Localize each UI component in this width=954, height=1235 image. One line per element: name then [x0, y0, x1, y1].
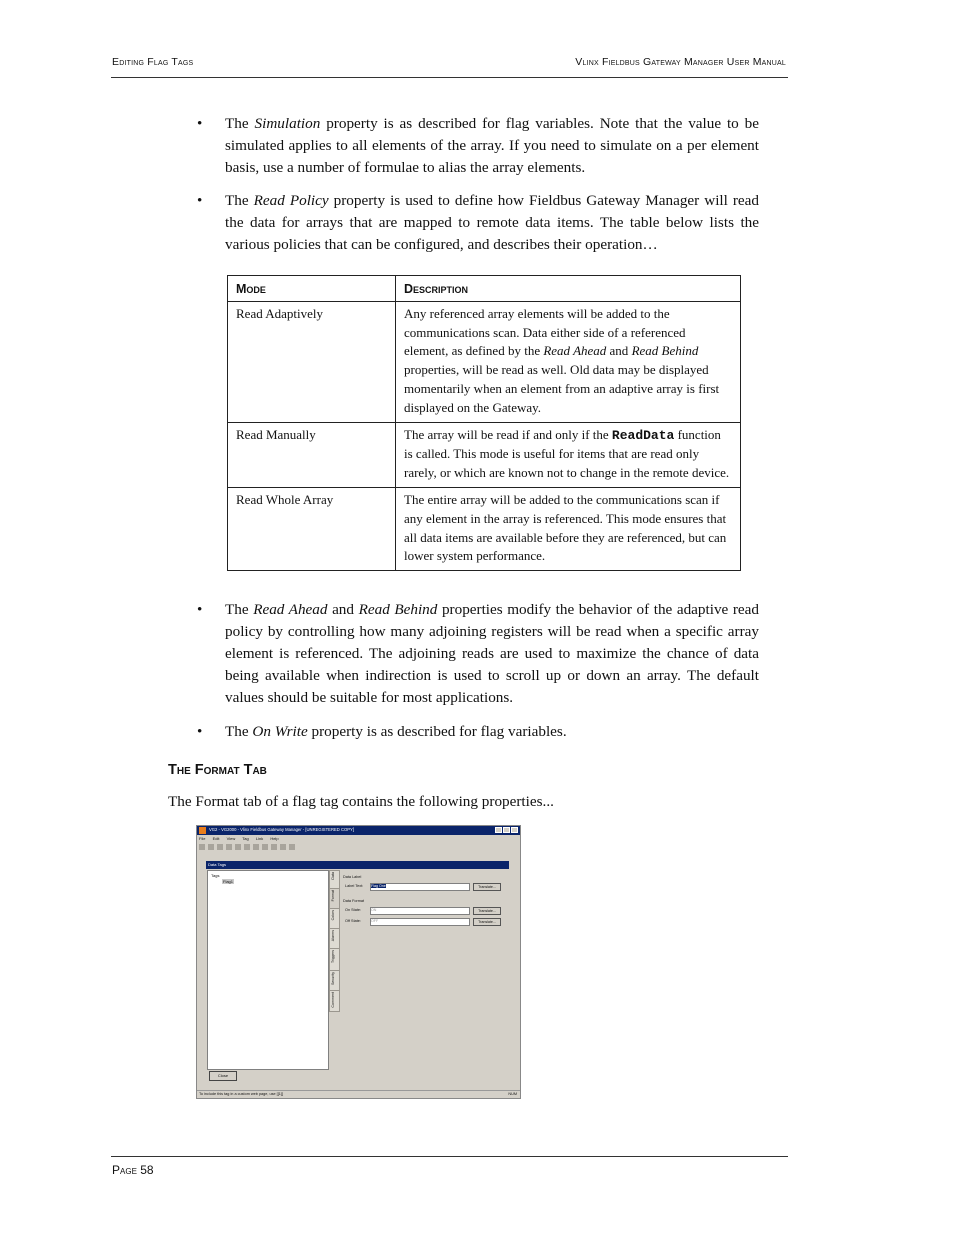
section-heading: The Format Tab — [168, 762, 267, 778]
mode-cell: Read Manually — [228, 422, 396, 487]
open-icon[interactable] — [208, 844, 214, 850]
num-lock-indicator: NUM — [508, 1092, 517, 1096]
read-policy-table — [227, 275, 741, 571]
tab-triggers[interactable]: Triggers — [329, 948, 340, 972]
table-header-row — [228, 276, 741, 302]
save-icon[interactable] — [217, 844, 223, 850]
off-state-label: Off State: — [345, 919, 361, 923]
maximize-icon[interactable] — [503, 827, 510, 833]
translate-button[interactable]: Translate... — [473, 918, 501, 926]
cut-icon[interactable] — [235, 844, 241, 850]
bullet-dot: • — [197, 601, 203, 618]
window-controls[interactable] — [494, 827, 518, 834]
data-format-group: Data Format — [343, 899, 365, 903]
undo-icon[interactable] — [262, 844, 268, 850]
menu-tag[interactable]: Tag — [242, 836, 249, 841]
back-icon[interactable] — [271, 844, 277, 850]
header-rule — [111, 77, 788, 78]
bullet-dot: • — [197, 192, 203, 209]
bullet-simulation: • The Simulation property is as described for flag variables. Note that the value to be simulated applies to all elements of the array. If you need to simulate on a per element basis, use a number of formulae to alias the array elements. — [197, 115, 759, 176]
mode-column-header: Mode — [228, 276, 396, 302]
new-icon[interactable] — [199, 844, 205, 850]
menu-file[interactable]: File — [199, 836, 206, 841]
data-tags-pane-title: Data Tags — [206, 861, 509, 869]
menu-view[interactable]: View — [226, 836, 236, 841]
bullet-read-policy: • The Read Policy property is used to define how Fieldbus Gateway Manager will read the data for arrays that are mapped to remote data items. The table below lists the various policies that can be configured, and describes their operation… — [197, 192, 759, 253]
description-cell: Any referenced array elements will be added to the communications scan. Data either side of a referenced element, as defined by the Read Ahead and Read Behind properties, will be read as well. Old data may be displayed momentarily when an element from an adaptive array is first displayed on the Gateway. — [396, 301, 741, 422]
close-icon[interactable] — [511, 827, 518, 833]
table-row — [228, 301, 741, 422]
close-button[interactable]: Close — [209, 1071, 237, 1081]
edit-icon[interactable] — [226, 844, 232, 850]
description-cell: The entire array will be added to the communications scan if any element in the array is referenced. This mode ensures that all data items are available before they are referenced, but can lower system performance. — [396, 487, 741, 570]
property-tabs — [329, 870, 339, 1010]
translate-button[interactable]: Translate... — [473, 907, 501, 915]
tag-tree[interactable] — [207, 870, 329, 1070]
paste-icon[interactable] — [253, 844, 259, 850]
data-label-group: Data Label — [343, 875, 362, 879]
menu-edit[interactable]: Edit — [212, 836, 220, 841]
table-row — [228, 422, 741, 487]
format-tab-screenshot — [196, 825, 521, 1099]
tab-security[interactable]: Security — [329, 970, 340, 992]
table-row — [228, 487, 741, 570]
tab-colors[interactable]: Colors — [329, 908, 340, 930]
status-bar — [197, 1090, 520, 1099]
minimize-icon[interactable] — [495, 827, 502, 833]
window-title: VG2 - VG2000 - Vlinx Fieldbus Gateway Manager - [UNREGISTERED COPY] — [209, 827, 354, 832]
status-text: To include this tag in a custom web page, use [[1]] — [199, 1092, 284, 1096]
intro-paragraph: The Format tab of a flag tag contains the following properties... — [168, 793, 554, 810]
menu-bar — [199, 836, 285, 842]
send-icon[interactable] — [289, 844, 295, 850]
bullet-dot: • — [197, 115, 203, 132]
toolbar — [199, 844, 517, 852]
tree-flag-node[interactable]: Flag1 — [223, 879, 234, 884]
format-properties — [339, 870, 509, 1068]
copy-icon[interactable] — [244, 844, 250, 850]
bullet-dot: • — [197, 723, 203, 740]
bullet-read-ahead: • The Read Ahead and Read Behind properties modify the behavior of the adaptive read policy by controlling how many adjoining registers will be read when a specific array element is referenced. The adjoining reads are used to maximize the chance of data being available when indirection is used to scroll up or down an array. The default values should be suitable for most applications. — [197, 601, 759, 706]
tree-root-node[interactable]: Tags — [211, 873, 220, 878]
on-state-label: On State: — [345, 908, 362, 912]
description-cell: The array will be read if and only if the ReadData function is called. This mode is useful for items that are read only rarely, or which are known not to change in the remote device. — [396, 422, 741, 487]
forward-icon[interactable] — [280, 844, 286, 850]
label-text-input[interactable]: Flag One — [370, 883, 470, 891]
off-state-input[interactable]: OFF — [370, 918, 470, 926]
window-titlebar — [197, 826, 520, 835]
running-header-title: Vlinx Fieldbus Gateway Manager User Manual — [575, 56, 786, 68]
description-column-header: Description — [396, 276, 741, 302]
mode-cell: Read Whole Array — [228, 487, 396, 570]
tab-format[interactable]: Format — [329, 888, 340, 910]
mode-cell: Read Adaptively — [228, 301, 396, 422]
tab-comment[interactable]: Comment — [329, 990, 340, 1012]
app-icon — [199, 827, 206, 834]
footer-rule — [111, 1156, 788, 1157]
translate-button[interactable]: Translate... — [473, 883, 501, 891]
menu-help[interactable]: Help — [270, 836, 279, 841]
on-state-input[interactable]: ON — [370, 907, 470, 915]
tab-data[interactable]: Data — [329, 870, 340, 890]
bullet-on-write: • The On Write property is as described for flag variables. — [197, 721, 759, 743]
label-text-label: Label Text: — [345, 884, 364, 888]
running-header-section: Editing Flag Tags — [112, 56, 194, 68]
page-number: Page 58 — [112, 1163, 154, 1177]
menu-link[interactable]: Link — [255, 836, 264, 841]
tab-alarms[interactable]: Alarms — [329, 928, 340, 950]
